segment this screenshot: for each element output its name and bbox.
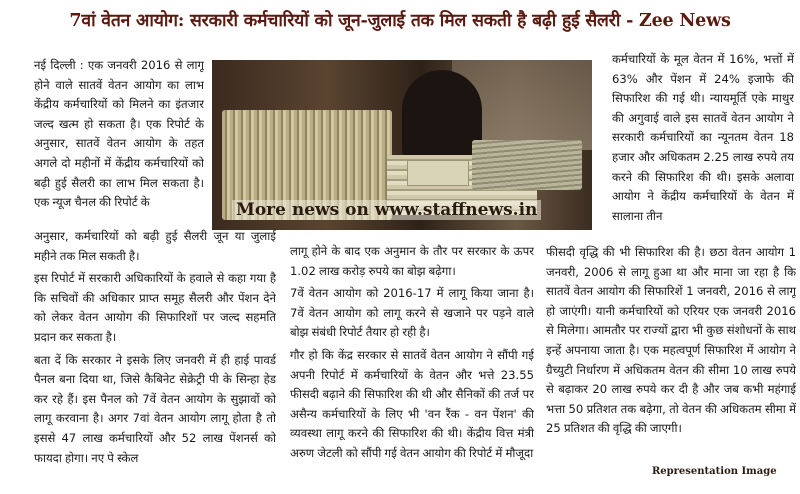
paragraph: अनुसार, कर्मचारियों को बढ़ी हुई सैलरी जून या जुलाई महीने तक मिल सकती है।	[34, 229, 276, 263]
headline: 7वां वेतन आयोग: सरकारी कर्मचारियों को जून-जुलाई तक मिल सकती है बढ़ी हुई सैलरी - Zee News	[69, 11, 731, 31]
paragraph: लागू होने के बाद एक अनुमान के तौर पर सरकार के ऊपर 1.02 लाख करोड़ रुपये का बोझ बढ़ेगा।	[290, 244, 534, 278]
article-column-left-top	[34, 56, 204, 226]
watermark-text: More news on www.staffnews.in	[232, 200, 541, 220]
paragraph: गौर हो कि केंद्र सरकार से सातवें वेतन आयोग ने सौंपी गई अपनी रिपोर्ट में कर्मचारियों के वेतन और भत्ते 23.55 फीसदी बढ़ाने की सिफारिश की थी और सैनिकों की तर्ज पर असैन्य कर्मचारियों के लिए भी 'वन रैंक - वन पेंशन' की व्यवस्था लागू करने की सिफारिश की थी। केंद्रीय वित्त मंत्री अरुण जेटली को सौंपी गई वेतन आयोग की रिपोर्ट में मौजूदा	[290, 347, 534, 460]
paragraph: नई दिल्ली : एक जनवरी 2016 से लागू होने वाले सातवें वेतन आयोग का लाभ केंद्रीय कर्मचारियों को मिलने का इंतजार जल्द खत्म हो सकता है। एक रिपोर्ट के अनुसार, सातवें वेतन आयोग के तहत अगले दो महीनों में केंद्रीय कर्मचारियों को बढ़ी हुई सैलरी का लाभ मिल सकता है। एक न्यूज चैनल की रिपोर्ट के	[34, 58, 204, 210]
paragraph: इस रिपोर्ट में सरकारी अधिकारियों के हवाले से कहा गया है कि सचिवों की अधिकार प्राप्त समूह सैलरी और पेंशन देने को लेकर वेतन आयोग की सिफारिशों पर जल्द सहमति प्रदान कर सकता है।	[34, 271, 276, 344]
image-caption: Representation Image	[652, 466, 777, 477]
paragraph: 7वें वेतन आयोग को 2016-17 में लागू किया जाना है। 7वें वेतन आयोग को लागू करने से खजाने पर पड़ने वाले बोझ संबंधी रिपोर्ट तैयार हो रही है।	[290, 286, 534, 340]
paragraph: कर्मचारियों के मूल वेतन में 16%, भत्तों में 63% और पेंशन में 24% इजाफे की सिफारिश की गई थी। न्यायमूर्ति एके माथुर की अगुवाई वाले इस सातवें वेतन आयोग ने सरकारी कर्मचारियों का न्यूनतम वेतन 18 हजार और अधिकतम 2.25 लाख रुपये तय करने की सिफारिश की थी। इसके अलावा आयोग ने केंद्रीय कर्मचारियों के वेतन में सालाना तीन	[612, 52, 794, 223]
article-column-left-bottom	[34, 227, 276, 494]
paragraph: फीसदी वृद्धि की भी सिफारिश की है। छठा वेतन आयोग 1 जनवरी, 2006 से लागू हुआ था और माना जा रहा है कि सातवें वेतन आयोग की सिफारिशें 1 जनवरी, 2016 से लागू हो जाएंगी। यानी कर्मचारियों को एरियर एक जनवरी 2016 से मिलेगा। आमतौर पर राज्यों द्वारा भी कुछ संशोधनों के साथ इन्हें अपनाया जाता है। एक महत्वपूर्ण सिफारिश में आयोग ने ग्रैच्युटी निर्धारण में अधिकतम वेतन की सीमा 10 लाख रुपये से बढ़ाकर 20 लाख रुपये कर दी है और जब कभी महंगाई भत्ता 50 प्रतिशत तक बढ़ेगा, तो वेतन की अधिकतम सीमा में 25 प्रतिशत की वृद्धि की जाएगी।	[546, 245, 796, 436]
article-column-middle	[290, 242, 534, 494]
paragraph: बता दें कि सरकार ने इसके लिए जनवरी में ही हाई पावर्ड पैनल बना दिया था, जिसे कैबिनेट सेक्रेट्री पी के सिन्हा हेड कर रहे हैं। इस पैनल को 7वें वेतन आयोग के सुझावों को लागू करवाना है। अगर 7वां वेतन आयोग लागू होता है तो इससे 47 लाख कर्मचारियों और 52 लाख पेंशनर्स को फायदा होगा। नए पे स्केल	[34, 352, 276, 465]
article-column-right-bottom	[546, 243, 796, 475]
article-column-right-top	[612, 50, 794, 242]
